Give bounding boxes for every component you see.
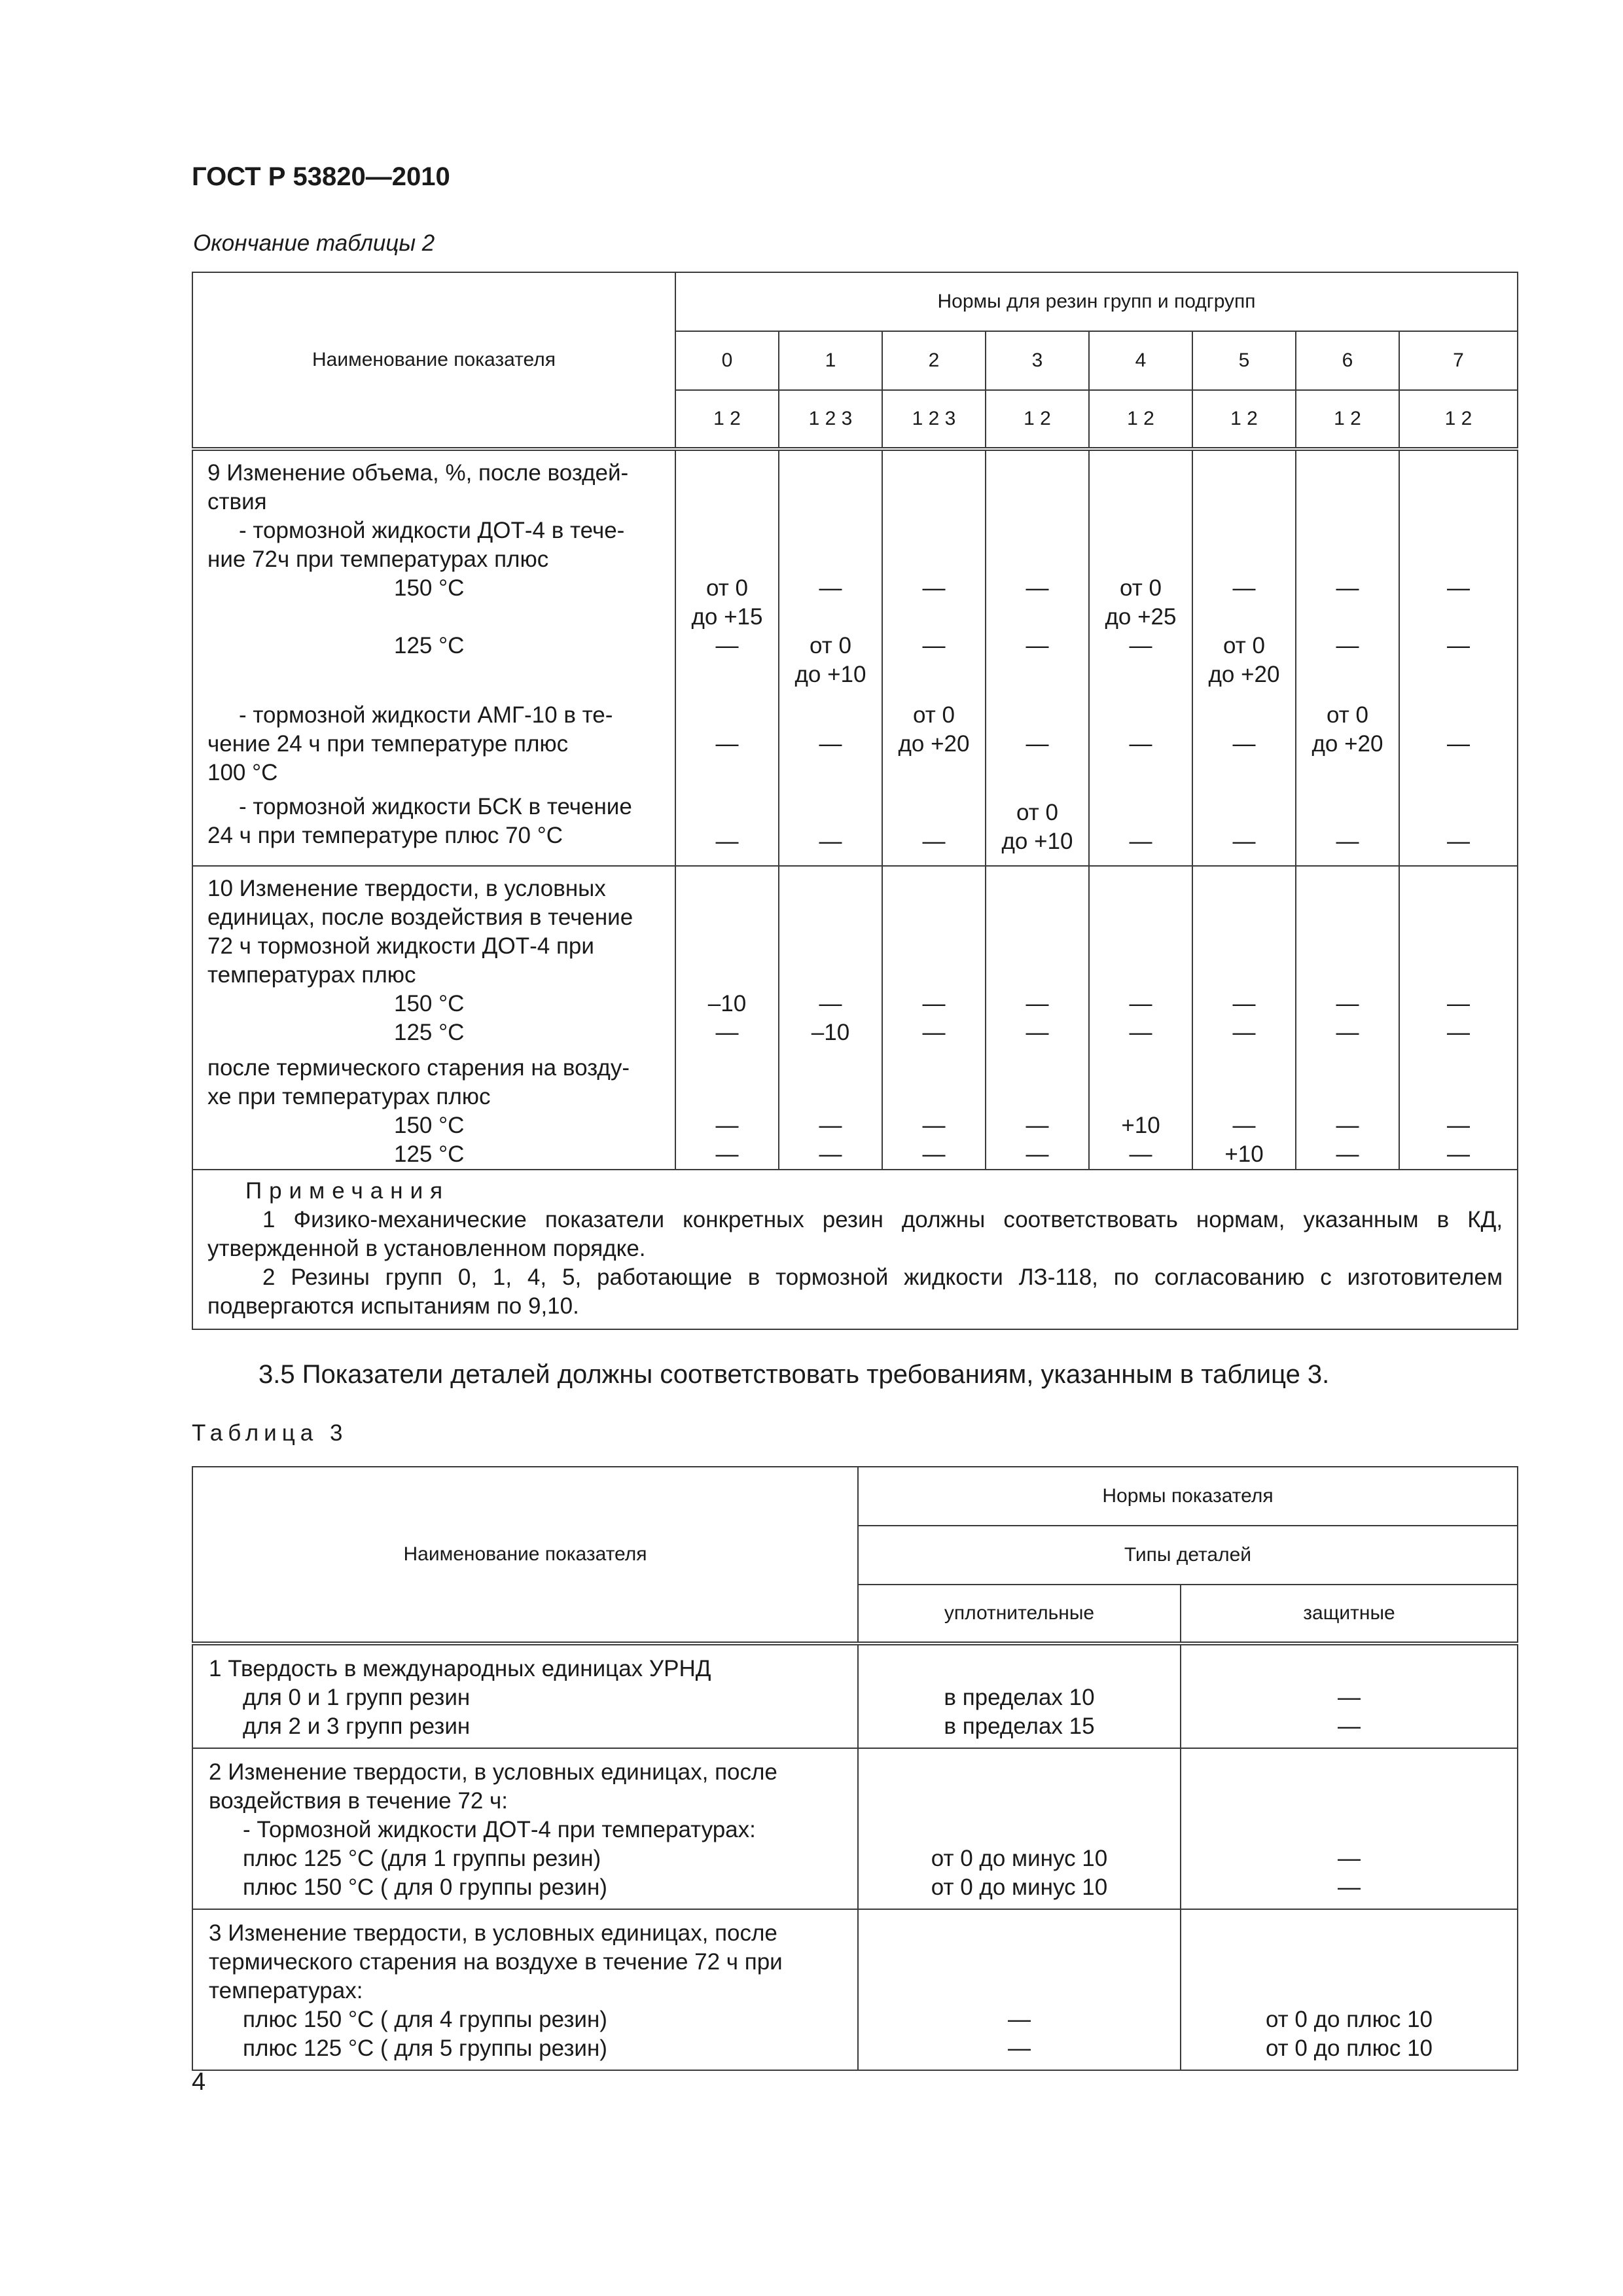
- value-cell: [779, 1018, 882, 1047]
- value-cell: [1400, 730, 1517, 759]
- value-line: —: [1447, 1141, 1471, 1167]
- value-cell: [1296, 827, 1399, 856]
- value-line: +10: [1121, 1113, 1160, 1138]
- value-cell: [676, 632, 778, 660]
- subgroup-header: 1 2 3: [779, 390, 882, 449]
- value-cell: [1296, 1111, 1399, 1140]
- group-header: 4: [1089, 331, 1192, 390]
- value-cell: [1193, 730, 1295, 759]
- value-line: —: [1336, 1113, 1359, 1138]
- value-line: от 0: [1120, 575, 1162, 601]
- value-cell: [1193, 1111, 1295, 1140]
- value-cell: [779, 1140, 882, 1169]
- page-number: 4: [192, 2068, 206, 2096]
- value-cell: [1400, 632, 1517, 660]
- value-line: –10: [811, 1020, 850, 1045]
- value-line: —: [1336, 991, 1359, 1016]
- value-cell: [883, 632, 985, 660]
- value-line: —: [1129, 633, 1152, 658]
- value-cell: [1296, 1018, 1399, 1047]
- value-line: —: [1447, 1113, 1471, 1138]
- value-line: —: [819, 731, 842, 757]
- t3-row-1-label: 1 Твердость в международных единицах УРНД для 0 и 1 групп резин для 2 и 3 групп резин: [192, 1643, 858, 1748]
- value-line: —: [715, 1141, 739, 1167]
- group-header: 5: [1192, 331, 1296, 390]
- value-line: —: [1336, 829, 1359, 854]
- value-cell: [883, 827, 985, 856]
- value-cell: [1400, 827, 1517, 856]
- value-line: до +10: [1001, 829, 1073, 854]
- row-9-label: 9 Изменение объема, %, после воздей- ствия - тормозной жидкости ДОТ-4 в тече- ние 72ч при температурах плюс 150 °С 125 °С - тормозной жидкости АМГ-10 в те- чение 24 ч при температуре плюс 100 °С - тормозной жидкости БСК в течение 24 ч при температуре плюс 70 °С: [192, 449, 675, 866]
- value-line: от 0: [1327, 702, 1368, 728]
- t3-col-protect: защитные: [1181, 1585, 1518, 1643]
- value-line: —: [819, 1141, 842, 1167]
- t3-row-2-protect: — —: [1181, 1748, 1518, 1909]
- value-line: до +25: [1105, 604, 1177, 630]
- row-9-values: [882, 449, 986, 866]
- value-line: —: [1232, 575, 1256, 601]
- subgroup-header: 1 2: [1399, 390, 1518, 449]
- value-cell: [1193, 574, 1295, 603]
- value-cell: [1090, 632, 1192, 660]
- value-line: от 0: [706, 575, 748, 601]
- value-cell: [779, 990, 882, 1018]
- table-2: [192, 272, 1518, 1330]
- value-line: —: [1026, 991, 1049, 1016]
- value-cell: [883, 1018, 985, 1047]
- value-cell: [676, 574, 778, 632]
- document-title: ГОСТ Р 53820—2010: [192, 162, 450, 191]
- value-line: –10: [707, 991, 747, 1016]
- table-3-label: Таблица 3: [192, 1420, 348, 1446]
- t3-row-2-label: 2 Изменение твердости, в условных единицах, после воздействия в течение 72 ч: - Тормозной жидкости ДОТ-4 при температурах: плюс 125 °С (для 1 группы резин) плюс 150 °С ( для 0 группы резин): [192, 1748, 858, 1909]
- value-line: —: [1129, 829, 1152, 854]
- group-header: 0: [675, 331, 779, 390]
- row-9-values: [1296, 449, 1399, 866]
- value-line: —: [1447, 829, 1471, 854]
- value-cell: [986, 1018, 1088, 1047]
- table-3: [192, 1466, 1518, 2071]
- value-line: —: [922, 1113, 946, 1138]
- value-cell: [1400, 574, 1517, 603]
- value-line: —: [1129, 1020, 1152, 1045]
- value-line: от 0: [1016, 800, 1058, 825]
- value-cell: [1296, 990, 1399, 1018]
- value-cell: [676, 990, 778, 1018]
- value-line: —: [1026, 575, 1049, 601]
- value-line: —: [819, 575, 842, 601]
- subgroup-header: 1 2: [1296, 390, 1399, 449]
- group-header: 7: [1399, 331, 1518, 390]
- value-line: от 0: [810, 633, 851, 658]
- value-line: до +15: [691, 604, 763, 630]
- value-line: —: [1232, 829, 1256, 854]
- t3-row-3-seal: — —: [858, 1909, 1181, 2070]
- value-line: —: [715, 1113, 739, 1138]
- value-cell: [883, 1140, 985, 1169]
- value-cell: [986, 1111, 1088, 1140]
- value-line: —: [715, 1020, 739, 1045]
- value-line: —: [1336, 575, 1359, 601]
- notes-row: [192, 1170, 1518, 1329]
- value-line: —: [922, 1141, 946, 1167]
- row-10-values: [675, 866, 779, 1170]
- value-cell: [676, 1018, 778, 1047]
- value-line: до +20: [898, 731, 970, 757]
- value-line: —: [1129, 991, 1152, 1016]
- value-line: —: [819, 829, 842, 854]
- value-line: —: [1447, 731, 1471, 757]
- row-10-values: [779, 866, 882, 1170]
- value-line: —: [922, 829, 946, 854]
- t3-types-header: Типы деталей: [858, 1526, 1518, 1585]
- value-line: —: [1232, 731, 1256, 757]
- value-line: —: [922, 575, 946, 601]
- value-line: —: [1447, 991, 1471, 1016]
- value-cell: [1090, 827, 1192, 856]
- value-cell: [1400, 1140, 1517, 1169]
- note-2: 2 Резины групп 0, 1, 4, 5, работающие в тормозной жидкости ЛЗ-118, по согласованию с изготовителем подвергаются испытаниям по 9,10.: [207, 1265, 1503, 1319]
- value-cell: [1296, 1140, 1399, 1169]
- value-line: от 0: [913, 702, 955, 728]
- row-10-values: [882, 866, 986, 1170]
- notes-cell: [192, 1170, 1518, 1329]
- t3-row-3-label: 3 Изменение твердости, в условных единицах, после термического старения на воздухе в течение 72 ч при температурах: плюс 150 °С ( для 4 группы резин) плюс 125 °С ( для 5 группы резин): [192, 1909, 858, 2070]
- group-header: 6: [1296, 331, 1399, 390]
- group-header: 1: [779, 331, 882, 390]
- value-cell: [986, 1140, 1088, 1169]
- subgroup-header: 1 2 3: [882, 390, 986, 449]
- table-row-9: [192, 449, 1518, 866]
- value-cell: [1400, 990, 1517, 1018]
- value-cell: [1193, 827, 1295, 856]
- t3-row-1-protect: — —: [1181, 1643, 1518, 1748]
- subgroup-header: 1 2: [1192, 390, 1296, 449]
- norms-header-cell: Нормы для резин групп и подгрупп: [675, 272, 1518, 331]
- value-cell: [779, 1111, 882, 1140]
- value-cell: [1090, 990, 1192, 1018]
- value-cell: [779, 632, 882, 689]
- value-cell: [1193, 632, 1295, 689]
- value-line: —: [922, 1020, 946, 1045]
- value-line: —: [1232, 991, 1256, 1016]
- row-9-values: [1192, 449, 1296, 866]
- row-10-values: [986, 866, 1089, 1170]
- value-line: —: [715, 633, 739, 658]
- row-9-values: [1399, 449, 1518, 866]
- value-cell: [1296, 701, 1399, 759]
- value-cell: [1296, 574, 1399, 603]
- value-line: —: [715, 731, 739, 757]
- value-line: —: [1026, 1020, 1049, 1045]
- row-10-values: [1089, 866, 1192, 1170]
- value-cell: [676, 1140, 778, 1169]
- value-cell: [676, 730, 778, 759]
- row-9-values: [779, 449, 882, 866]
- value-line: —: [1232, 1113, 1256, 1138]
- value-line: от 0: [1223, 633, 1265, 658]
- subgroup-header: 1 2: [675, 390, 779, 449]
- value-line: —: [922, 991, 946, 1016]
- value-line: —: [819, 1113, 842, 1138]
- value-line: +10: [1224, 1141, 1264, 1167]
- value-cell: [1193, 1140, 1295, 1169]
- value-cell: [779, 730, 882, 759]
- row-10-values: [1296, 866, 1399, 1170]
- value-cell: [1296, 632, 1399, 660]
- t3-row-1-seal: в пределах 10 в пределах 15: [858, 1643, 1181, 1748]
- value-line: —: [1129, 1141, 1152, 1167]
- value-cell: [1090, 1111, 1192, 1140]
- value-cell: [779, 827, 882, 856]
- t3-row-1: [192, 1643, 1518, 1748]
- value-cell: [1090, 574, 1192, 632]
- value-line: —: [1026, 1113, 1049, 1138]
- paragraph-3-5: 3.5 Показатели деталей должны соответствовать требованиям, указанным в таблице 3.: [259, 1360, 1330, 1389]
- value-cell: [883, 574, 985, 603]
- value-line: —: [1447, 633, 1471, 658]
- value-cell: [676, 827, 778, 856]
- t3-row-3: [192, 1909, 1518, 2070]
- row-9-values: [1089, 449, 1192, 866]
- note-1: 1 Физико-механические показатели конкретных резин должны соответствовать нормам, указанным в КД, утвержденной в установленном порядке.: [207, 1207, 1503, 1261]
- value-line: —: [1026, 633, 1049, 658]
- value-cell: [1193, 1018, 1295, 1047]
- row-10-values: [1399, 866, 1518, 1170]
- row-9-values: [675, 449, 779, 866]
- notes-heading: Примечания: [245, 1178, 450, 1204]
- value-line: —: [1336, 1020, 1359, 1045]
- group-header: 3: [986, 331, 1089, 390]
- value-line: —: [1232, 1020, 1256, 1045]
- value-cell: [1090, 730, 1192, 759]
- value-line: —: [1447, 575, 1471, 601]
- value-line: —: [1336, 1141, 1359, 1167]
- table-continuation-caption: Окончание таблицы 2: [193, 230, 435, 256]
- t3-norms-header: Нормы показателя: [858, 1467, 1518, 1526]
- value-cell: [676, 1111, 778, 1140]
- subgroup-header: 1 2: [986, 390, 1089, 449]
- value-cell: [1400, 1018, 1517, 1047]
- value-cell: [986, 632, 1088, 660]
- value-cell: [1400, 1111, 1517, 1140]
- value-line: —: [1026, 1141, 1049, 1167]
- value-cell: [883, 990, 985, 1018]
- row-9-values: [986, 449, 1089, 866]
- value-cell: [1090, 1018, 1192, 1047]
- t3-name-header: Наименование показателя: [192, 1467, 858, 1643]
- value-line: —: [1129, 731, 1152, 757]
- value-cell: [883, 701, 985, 759]
- row-10-label: 10 Изменение твердости, в условных единицах, после воздействия в течение 72 ч тормозной жидкости ДОТ-4 при температурах плюс 150 °С 125 °С после термического старения на возду- хе при температурах плюс 150 °С 125 °С: [192, 866, 675, 1170]
- name-header-cell: Наименование показателя: [192, 272, 675, 449]
- value-line: до +20: [1311, 731, 1383, 757]
- value-line: —: [819, 991, 842, 1016]
- value-line: до +10: [794, 662, 866, 687]
- value-line: —: [1447, 1020, 1471, 1045]
- t3-row-3-protect: от 0 до плюс 10 от 0 до плюс 10: [1181, 1909, 1518, 2070]
- value-cell: [883, 1111, 985, 1140]
- value-line: —: [1026, 731, 1049, 757]
- value-cell: [986, 990, 1088, 1018]
- value-line: —: [715, 829, 739, 854]
- subgroup-header: 1 2: [1089, 390, 1192, 449]
- t3-row-2: [192, 1748, 1518, 1909]
- value-cell: [986, 798, 1088, 856]
- value-cell: [779, 574, 882, 603]
- table-row-10: [192, 866, 1518, 1170]
- value-cell: [1090, 1140, 1192, 1169]
- value-line: до +20: [1208, 662, 1280, 687]
- row-10-values: [1192, 866, 1296, 1170]
- value-line: —: [1336, 633, 1359, 658]
- group-header: 2: [882, 331, 986, 390]
- value-cell: [986, 730, 1088, 759]
- value-cell: [1193, 990, 1295, 1018]
- value-line: —: [922, 633, 946, 658]
- t3-row-2-seal: от 0 до минус 10 от 0 до минус 10: [858, 1748, 1181, 1909]
- t3-col-seal: уплотнительные: [858, 1585, 1181, 1643]
- value-cell: [986, 574, 1088, 603]
